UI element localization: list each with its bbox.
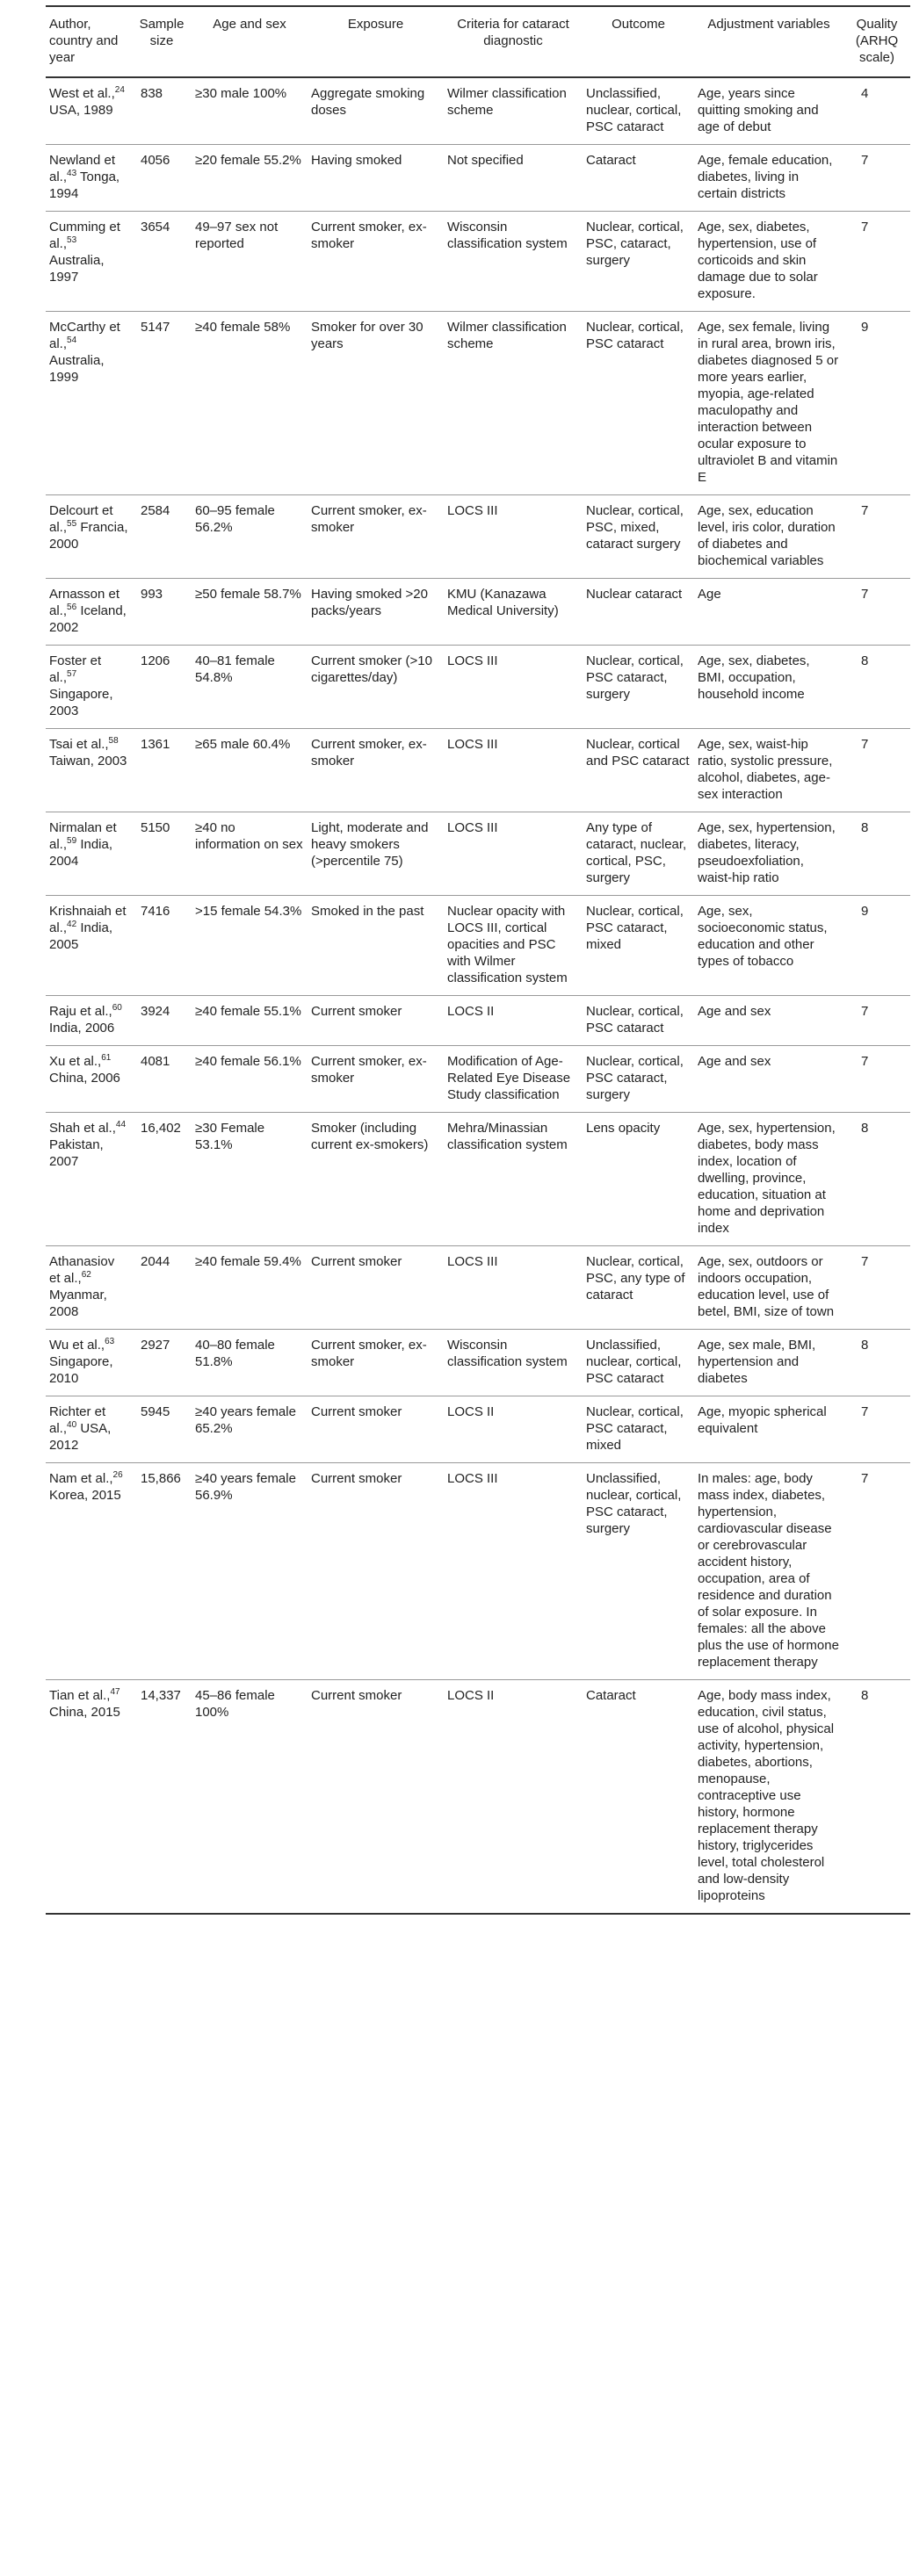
author-place-year: Francia, 2000 xyxy=(49,520,128,552)
cell-outcome: Nuclear, cortical, PSC cataract xyxy=(583,312,694,495)
cell-author xyxy=(46,212,132,312)
cell-exposure: Having smoked xyxy=(308,145,444,212)
cell-adjustment: Age, sex male, BMI, hypertension and diabetes xyxy=(694,1330,843,1396)
cell-exposure: Current smoker xyxy=(308,1680,444,1915)
cell-adjustment: In males: age, body mass index, diabetes, hypertension, cardiovascular disease or cerebrovascular accident history, occupation, area of residence and duration of solar exposure. In females: all the above plus the use of hormone replacement therapy xyxy=(694,1463,843,1680)
reference-number: 42 xyxy=(67,920,77,929)
cell-sample-size: 1361 xyxy=(132,729,192,812)
cell-age-sex: ≥40 years female 65.2% xyxy=(192,1396,308,1463)
cell-sample-size: 5945 xyxy=(132,1396,192,1463)
reference-number: 26 xyxy=(112,1470,123,1480)
cell-exposure: Current smoker, ex-smoker xyxy=(308,495,444,579)
cell-age-sex: ≥40 no information on sex xyxy=(192,812,308,896)
author-place-year: China, 2006 xyxy=(49,1071,120,1086)
cell-quality: 9 xyxy=(843,896,910,996)
reference-number: 58 xyxy=(108,736,119,746)
cell-quality: 7 xyxy=(843,1246,910,1330)
table-row xyxy=(46,1330,910,1396)
cell-adjustment: Age, myopic spherical equivalent xyxy=(694,1396,843,1463)
author-name: Tsai et al., xyxy=(49,737,109,752)
table-row xyxy=(46,996,910,1046)
cell-outcome: Unclassified, nuclear, cortical, PSC cataract, surgery xyxy=(583,1463,694,1680)
cell-criteria: LOCS III xyxy=(444,495,583,579)
author-place-year: India, 2006 xyxy=(49,1021,115,1035)
cell-sample-size: 14,337 xyxy=(132,1680,192,1915)
cell-sample-size: 993 xyxy=(132,579,192,646)
cell-criteria: LOCS III xyxy=(444,812,583,896)
reference-number: 24 xyxy=(114,85,125,95)
reference-number: 63 xyxy=(105,1337,115,1346)
header-criteria: Criteria for cataract diagnostic xyxy=(444,6,583,77)
cell-exposure: Current smoker, ex-smoker xyxy=(308,212,444,312)
cell-sample-size: 7416 xyxy=(132,896,192,996)
author-place-year: Singapore, 2010 xyxy=(49,1354,113,1386)
reference-number: 57 xyxy=(67,669,77,679)
cell-outcome: Lens opacity xyxy=(583,1113,694,1246)
cell-criteria: Wisconsin classification system xyxy=(444,212,583,312)
cell-author xyxy=(46,812,132,896)
author-place-year: Australia, 1997 xyxy=(49,253,105,285)
cell-criteria: Wilmer classification scheme xyxy=(444,77,583,145)
table-row xyxy=(46,646,910,729)
cell-age-sex: ≥40 years female 56.9% xyxy=(192,1463,308,1680)
reference-number: 44 xyxy=(115,1120,127,1129)
header-sample-size: Sample size xyxy=(132,6,192,77)
cell-outcome: Nuclear, cortical, PSC cataract xyxy=(583,996,694,1046)
header-exposure: Exposure xyxy=(308,6,444,77)
author-name: Raju et al., xyxy=(49,1004,112,1019)
cell-criteria: LOCS II xyxy=(444,1680,583,1915)
cell-adjustment: Age, body mass index, education, civil status, use of alcohol, physical activity, hypertension, diabetes, abortions, menopause, contraceptive use history, hormone replacement therapy history, triglycerides level, total cholesterol and low-density lipoproteins xyxy=(694,1680,843,1915)
cell-sample-size: 2584 xyxy=(132,495,192,579)
cell-adjustment: Age, female education, diabetes, living in certain districts xyxy=(694,145,843,212)
author-name: Nirmalan et al., xyxy=(49,820,117,852)
author-place-year: Taiwan, 2003 xyxy=(49,754,127,768)
header-quality: Quality (ARHQ scale) xyxy=(843,6,910,77)
author-name: Cumming et al., xyxy=(49,220,120,251)
cell-author xyxy=(46,1330,132,1396)
table-row xyxy=(46,1046,910,1113)
cell-author xyxy=(46,1463,132,1680)
cell-outcome: Cataract xyxy=(583,145,694,212)
cell-author xyxy=(46,579,132,646)
table-row xyxy=(46,77,910,145)
cell-adjustment: Age, sex, diabetes, hypertension, use of corticoids and skin damage due to solar exposure. xyxy=(694,212,843,312)
cell-quality: 8 xyxy=(843,646,910,729)
cell-age-sex: ≥50 female 58.7% xyxy=(192,579,308,646)
cell-outcome: Nuclear, cortical, PSC cataract, surgery xyxy=(583,646,694,729)
cell-criteria: LOCS II xyxy=(444,996,583,1046)
cell-quality: 4 xyxy=(843,77,910,145)
cell-sample-size: 5147 xyxy=(132,312,192,495)
cell-exposure: Smoker for over 30 years xyxy=(308,312,444,495)
cell-exposure: Current smoker, ex-smoker xyxy=(308,729,444,812)
table-row xyxy=(46,812,910,896)
table-row xyxy=(46,579,910,646)
study-table-container xyxy=(46,5,910,1915)
cell-author xyxy=(46,1113,132,1246)
cell-criteria: Nuclear opacity with LOCS III, cortical opacities and PSC with Wilmer classification system xyxy=(444,896,583,996)
cell-adjustment: Age, sex, waist-hip ratio, systolic pressure, alcohol, diabetes, age-sex interaction xyxy=(694,729,843,812)
cell-adjustment: Age, sex, outdoors or indoors occupation, education level, use of betel, BMI, size of town xyxy=(694,1246,843,1330)
cell-exposure: Light, moderate and heavy smokers (>percentile 75) xyxy=(308,812,444,896)
author-name: Nam et al., xyxy=(49,1471,113,1486)
cell-quality: 7 xyxy=(843,1046,910,1113)
table-row xyxy=(46,145,910,212)
cell-age-sex: 45–86 female 100% xyxy=(192,1680,308,1915)
author-name: Newland et al., xyxy=(49,153,116,184)
table-row xyxy=(46,1246,910,1330)
author-place-year: Iceland, 2002 xyxy=(49,603,127,635)
reference-number: 55 xyxy=(67,519,77,529)
table-row xyxy=(46,1680,910,1915)
cell-outcome: Unclassified, nuclear, cortical, PSC cataract xyxy=(583,1330,694,1396)
author-place-year: India, 2004 xyxy=(49,837,113,869)
cell-author xyxy=(46,77,132,145)
cell-criteria: LOCS III xyxy=(444,646,583,729)
cell-quality: 7 xyxy=(843,729,910,812)
author-place-year: Pakistan, 2007 xyxy=(49,1137,104,1169)
author-name: Wu et al., xyxy=(49,1338,105,1353)
cell-adjustment: Age and sex xyxy=(694,1046,843,1113)
header-adjustment: Adjustment variables xyxy=(694,6,843,77)
cell-quality: 8 xyxy=(843,812,910,896)
studies-table xyxy=(46,5,910,1915)
cell-criteria: Wisconsin classification system xyxy=(444,1330,583,1396)
cell-criteria: LOCS III xyxy=(444,1246,583,1330)
author-name: Krishnaiah et al., xyxy=(49,904,127,935)
cell-adjustment: Age xyxy=(694,579,843,646)
cell-age-sex: 40–80 female 51.8% xyxy=(192,1330,308,1396)
cell-criteria: Modification of Age-Related Eye Disease Study classification xyxy=(444,1046,583,1113)
cell-exposure: Current smoker xyxy=(308,1463,444,1680)
cell-adjustment: Age, sex, education level, iris color, duration of diabetes and biochemical variables xyxy=(694,495,843,579)
cell-sample-size: 16,402 xyxy=(132,1113,192,1246)
cell-exposure: Smoked in the past xyxy=(308,896,444,996)
header-author: Author, country and year xyxy=(46,6,132,77)
author-name: Foster et al., xyxy=(49,653,102,685)
table-row xyxy=(46,312,910,495)
cell-author xyxy=(46,896,132,996)
cell-adjustment: Age, years since quitting smoking and age of debut xyxy=(694,77,843,145)
author-place-year: India, 2005 xyxy=(49,920,113,952)
cell-age-sex: 49–97 sex not reported xyxy=(192,212,308,312)
table-row xyxy=(46,212,910,312)
table-header-row xyxy=(46,6,910,77)
author-place-year: China, 2015 xyxy=(49,1705,120,1720)
author-name: Athanasiov et al., xyxy=(49,1254,115,1286)
cell-outcome: Nuclear, cortical, PSC cataract, mixed xyxy=(583,1396,694,1463)
cell-age-sex: ≥20 female 55.2% xyxy=(192,145,308,212)
cell-outcome: Nuclear, cortical, PSC, mixed, cataract surgery xyxy=(583,495,694,579)
cell-outcome: Nuclear, cortical, PSC, cataract, surgery xyxy=(583,212,694,312)
reference-number: 59 xyxy=(67,836,77,846)
cell-adjustment: Age, sex, diabetes, BMI, occupation, household income xyxy=(694,646,843,729)
cell-sample-size: 3654 xyxy=(132,212,192,312)
cell-author xyxy=(46,145,132,212)
cell-sample-size: 838 xyxy=(132,77,192,145)
cell-quality: 7 xyxy=(843,212,910,312)
table-row xyxy=(46,1113,910,1246)
reference-number: 53 xyxy=(67,235,77,245)
reference-number: 60 xyxy=(112,1003,122,1013)
table-body xyxy=(46,77,910,1914)
cell-age-sex: ≥40 female 59.4% xyxy=(192,1246,308,1330)
cell-author xyxy=(46,1396,132,1463)
author-name: Arnasson et al., xyxy=(49,587,120,618)
cell-quality: 7 xyxy=(843,579,910,646)
cell-age-sex: ≥65 male 60.4% xyxy=(192,729,308,812)
author-place-year: USA, 2012 xyxy=(49,1421,112,1453)
reference-number: 61 xyxy=(101,1053,112,1063)
cell-criteria: Wilmer classification scheme xyxy=(444,312,583,495)
cell-author xyxy=(46,1046,132,1113)
cell-age-sex: 60–95 female 56.2% xyxy=(192,495,308,579)
cell-quality: 7 xyxy=(843,996,910,1046)
cell-adjustment: Age, sex, hypertension, diabetes, literacy, pseudoexfoliation, waist-hip ratio xyxy=(694,812,843,896)
cell-quality: 7 xyxy=(843,495,910,579)
cell-outcome: Nuclear, cortical, PSC, any type of cataract xyxy=(583,1246,694,1330)
author-name: West et al., xyxy=(49,86,115,101)
cell-author xyxy=(46,729,132,812)
cell-exposure: Smoker (including current ex-smokers) xyxy=(308,1113,444,1246)
cell-quality: 8 xyxy=(843,1680,910,1915)
cell-author xyxy=(46,1246,132,1330)
cell-adjustment: Age, sex female, living in rural area, brown iris, diabetes diagnosed 5 or more years earlier, myopia, age-related maculopathy and interaction between ocular exposure to ultraviolet B and vitamin E xyxy=(694,312,843,495)
cell-exposure: Current smoker, ex-smoker xyxy=(308,1046,444,1113)
author-name: Richter et al., xyxy=(49,1404,106,1436)
reference-number: 54 xyxy=(67,336,77,345)
table-row xyxy=(46,896,910,996)
cell-quality: 7 xyxy=(843,145,910,212)
cell-exposure: Current smoker (>10 cigarettes/day) xyxy=(308,646,444,729)
author-place-year: Australia, 1999 xyxy=(49,353,105,385)
author-place-year: Myanmar, 2008 xyxy=(49,1288,107,1319)
cell-outcome: Nuclear, cortical, PSC cataract, surgery xyxy=(583,1046,694,1113)
cell-criteria: Mehra/Minassian classification system xyxy=(444,1113,583,1246)
cell-age-sex: ≥40 female 58% xyxy=(192,312,308,495)
cell-author xyxy=(46,996,132,1046)
cell-criteria: KMU (Kanazawa Medical University) xyxy=(444,579,583,646)
reference-number: 43 xyxy=(67,169,77,178)
cell-sample-size: 4056 xyxy=(132,145,192,212)
cell-outcome: Any type of cataract, nuclear, cortical, PSC, surgery xyxy=(583,812,694,896)
cell-sample-size: 4081 xyxy=(132,1046,192,1113)
author-place-year: Tonga, 1994 xyxy=(49,170,120,201)
cell-age-sex: 40–81 female 54.8% xyxy=(192,646,308,729)
cell-sample-size: 3924 xyxy=(132,996,192,1046)
table-row xyxy=(46,495,910,579)
cell-sample-size: 1206 xyxy=(132,646,192,729)
cell-quality: 8 xyxy=(843,1330,910,1396)
header-age-sex: Age and sex xyxy=(192,6,308,77)
header-outcome: Outcome xyxy=(583,6,694,77)
cell-outcome: Cataract xyxy=(583,1680,694,1915)
cell-quality: 7 xyxy=(843,1463,910,1680)
cell-criteria: LOCS III xyxy=(444,1463,583,1680)
cell-age-sex: ≥40 female 56.1% xyxy=(192,1046,308,1113)
table-row xyxy=(46,729,910,812)
cell-age-sex: ≥30 Female 53.1% xyxy=(192,1113,308,1246)
cell-outcome: Unclassified, nuclear, cortical, PSC cataract xyxy=(583,77,694,145)
reference-number: 47 xyxy=(110,1687,120,1697)
author-name: McCarthy et al., xyxy=(49,320,120,351)
author-name: Tian et al., xyxy=(49,1688,111,1703)
cell-quality: 7 xyxy=(843,1396,910,1463)
cell-exposure: Aggregate smoking doses xyxy=(308,77,444,145)
cell-author xyxy=(46,495,132,579)
cell-age-sex: >15 female 54.3% xyxy=(192,896,308,996)
author-place-year: USA, 1989 xyxy=(49,103,113,118)
author-name: Delcourt et al., xyxy=(49,503,113,535)
cell-exposure: Current smoker xyxy=(308,1246,444,1330)
cell-adjustment: Age, sex, socioeconomic status, education and other types of tobacco xyxy=(694,896,843,996)
author-place-year: Singapore, 2003 xyxy=(49,687,113,718)
cell-sample-size: 2927 xyxy=(132,1330,192,1396)
author-name: Shah et al., xyxy=(49,1121,116,1136)
cell-author xyxy=(46,312,132,495)
cell-author xyxy=(46,1680,132,1915)
cell-exposure: Current smoker xyxy=(308,1396,444,1463)
cell-quality: 8 xyxy=(843,1113,910,1246)
cell-outcome: Nuclear cataract xyxy=(583,579,694,646)
author-place-year: Korea, 2015 xyxy=(49,1488,121,1503)
cell-author xyxy=(46,646,132,729)
cell-outcome: Nuclear, cortical, PSC cataract, mixed xyxy=(583,896,694,996)
cell-sample-size: 5150 xyxy=(132,812,192,896)
reference-number: 62 xyxy=(81,1270,91,1280)
author-name: Xu et al., xyxy=(49,1054,102,1069)
cell-adjustment: Age and sex xyxy=(694,996,843,1046)
cell-adjustment: Age, sex, hypertension, diabetes, body mass index, location of dwelling, province, education, situation at home and deprivation index xyxy=(694,1113,843,1246)
cell-sample-size: 2044 xyxy=(132,1246,192,1330)
cell-exposure: Current smoker, ex-smoker xyxy=(308,1330,444,1396)
table-row xyxy=(46,1396,910,1463)
cell-age-sex: ≥40 female 55.1% xyxy=(192,996,308,1046)
reference-number: 40 xyxy=(67,1420,77,1430)
cell-criteria: LOCS III xyxy=(444,729,583,812)
cell-age-sex: ≥30 male 100% xyxy=(192,77,308,145)
cell-quality: 9 xyxy=(843,312,910,495)
cell-exposure: Having smoked >20 packs/years xyxy=(308,579,444,646)
cell-criteria: Not specified xyxy=(444,145,583,212)
table-row xyxy=(46,1463,910,1680)
cell-outcome: Nuclear, cortical and PSC cataract xyxy=(583,729,694,812)
cell-sample-size: 15,866 xyxy=(132,1463,192,1680)
cell-criteria: LOCS II xyxy=(444,1396,583,1463)
cell-exposure: Current smoker xyxy=(308,996,444,1046)
reference-number: 56 xyxy=(67,603,77,612)
